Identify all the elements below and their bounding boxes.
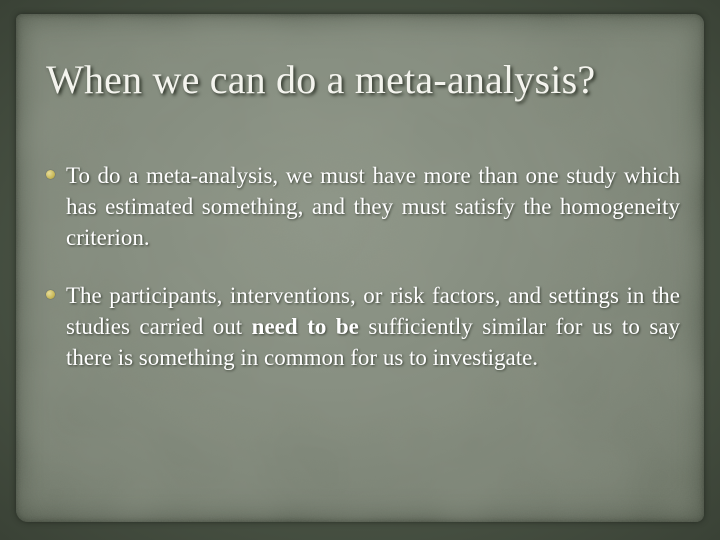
slide-title: When we can do a meta-analysis? xyxy=(46,57,596,102)
bullet-list xyxy=(44,160,680,400)
bullet-item-similarity xyxy=(44,280,680,373)
bullet-item-homogeneity xyxy=(44,160,680,253)
bullet-dot-icon xyxy=(46,290,55,299)
bullet-text-emphasis: need to be xyxy=(251,314,359,339)
bullet-text-before: The participants, interventions, or risk factors, and settings in the studies carried out xyxy=(66,283,680,339)
bullet-text: To do a meta-analysis, we must have more than one study which has estimated something, and they must satisfy the homogeneity criterion. xyxy=(66,163,680,250)
bullet-dot-icon xyxy=(46,170,55,179)
bullet-text-after: sufficiently similar for us to say there is something in common for us to investigate. xyxy=(66,314,680,370)
bullet-text xyxy=(66,280,680,373)
